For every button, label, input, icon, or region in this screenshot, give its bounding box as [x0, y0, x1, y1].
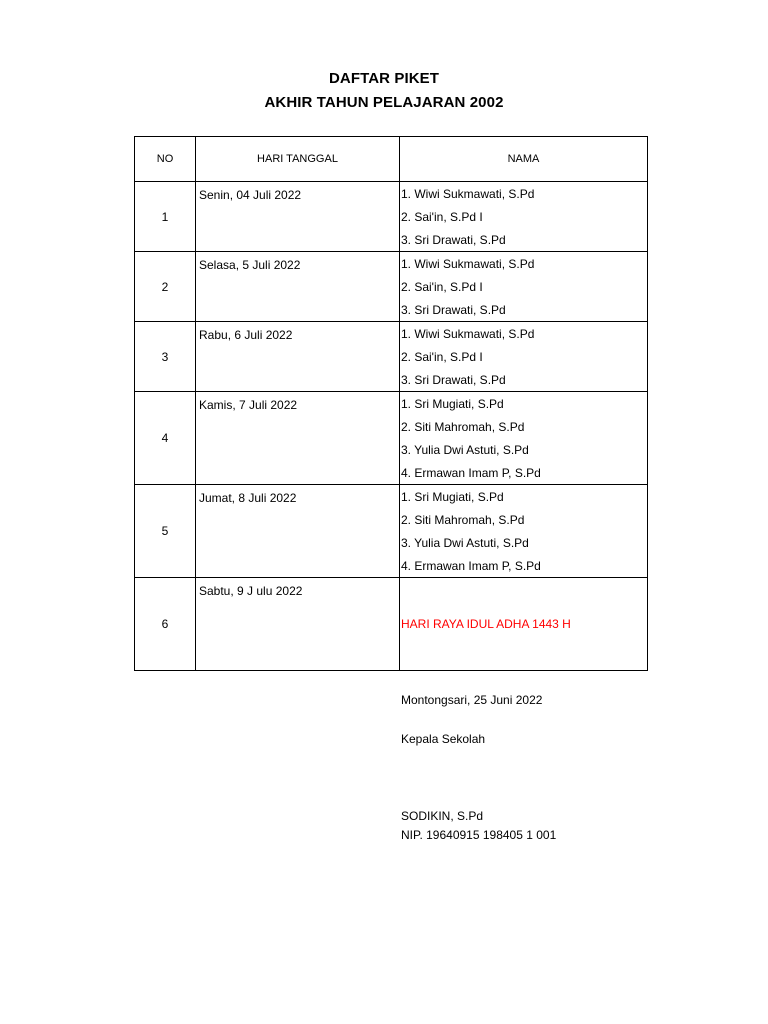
signature-name: SODIKIN, S.Pd [401, 809, 484, 823]
day-date-text: Senin, 04 Juli 2022 [199, 188, 302, 202]
document-subtitle: AKHIR TAHUN PELAJARAN 2002 [264, 94, 504, 111]
signature-role: Kepala Sekolah [401, 732, 486, 746]
signature-nip: NIP. 19640915 198405 1 001 [401, 828, 557, 842]
day-date-cell [196, 322, 400, 392]
name-item: 3. Sri Drawati, S.Pd [401, 303, 506, 317]
names-cell [400, 182, 648, 252]
day-date-text: Kamis, 7 Juli 2022 [199, 398, 298, 412]
document-title: DAFTAR PIKET [328, 70, 440, 87]
name-item: 4. Ermawan Imam P, S.Pd [401, 559, 541, 573]
header-no: NO [135, 137, 196, 182]
row-number: 5 [135, 485, 196, 578]
header-day-date: HARI TANGGAL [196, 137, 400, 182]
table-header-row [135, 137, 648, 182]
duty-roster-table [134, 136, 648, 671]
day-date-text: Selasa, 5 Juli 2022 [199, 258, 301, 272]
holiday-note: HARI RAYA IDUL ADHA 1443 H [400, 578, 648, 671]
header-name: NAMA [400, 137, 648, 182]
table-row [135, 578, 648, 671]
day-date-text: Sabtu, 9 J ulu 2022 [199, 584, 303, 598]
row-number: 1 [135, 182, 196, 252]
names-cell [400, 322, 648, 392]
table-row [135, 182, 648, 252]
name-item: 2. Sai'in, S.Pd I [401, 350, 483, 364]
table-row [135, 252, 648, 322]
names-cell [400, 485, 648, 578]
name-item: 2. Siti Mahromah, S.Pd [401, 420, 525, 434]
signature-place-date: Montongsari, 25 Juni 2022 [401, 693, 543, 707]
name-item: 1. Wiwi Sukmawati, S.Pd [401, 257, 535, 271]
day-date-cell [196, 485, 400, 578]
row-number: 2 [135, 252, 196, 322]
day-date-cell [196, 252, 400, 322]
name-item: 2. Sai'in, S.Pd I [401, 280, 483, 294]
day-date-cell [196, 392, 400, 485]
row-number: 6 [135, 578, 196, 671]
name-item: 1. Sri Mugiati, S.Pd [401, 490, 504, 504]
names-cell [400, 392, 648, 485]
name-item: 3. Sri Drawati, S.Pd [401, 373, 506, 387]
name-item: 1. Sri Mugiati, S.Pd [401, 397, 504, 411]
name-item: 2. Siti Mahromah, S.Pd [401, 513, 525, 527]
name-item: 2. Sai'in, S.Pd I [401, 210, 483, 224]
day-date-text: Rabu, 6 Juli 2022 [199, 328, 293, 342]
day-date-cell [196, 182, 400, 252]
name-item: 1. Wiwi Sukmawati, S.Pd [401, 327, 535, 341]
row-number: 3 [135, 322, 196, 392]
names-cell [400, 252, 648, 322]
day-date-text: Jumat, 8 Juli 2022 [199, 491, 297, 505]
name-item: 1. Wiwi Sukmawati, S.Pd [401, 187, 535, 201]
table-row [135, 485, 648, 578]
name-item: 3. Sri Drawati, S.Pd [401, 233, 506, 247]
table-row [135, 392, 648, 485]
name-item: 3. Yulia Dwi Astuti, S.Pd [401, 443, 529, 457]
row-number: 4 [135, 392, 196, 485]
name-item: 4. Ermawan Imam P, S.Pd [401, 466, 541, 480]
name-item: 3. Yulia Dwi Astuti, S.Pd [401, 536, 529, 550]
day-date-cell [196, 578, 400, 671]
table-row [135, 322, 648, 392]
